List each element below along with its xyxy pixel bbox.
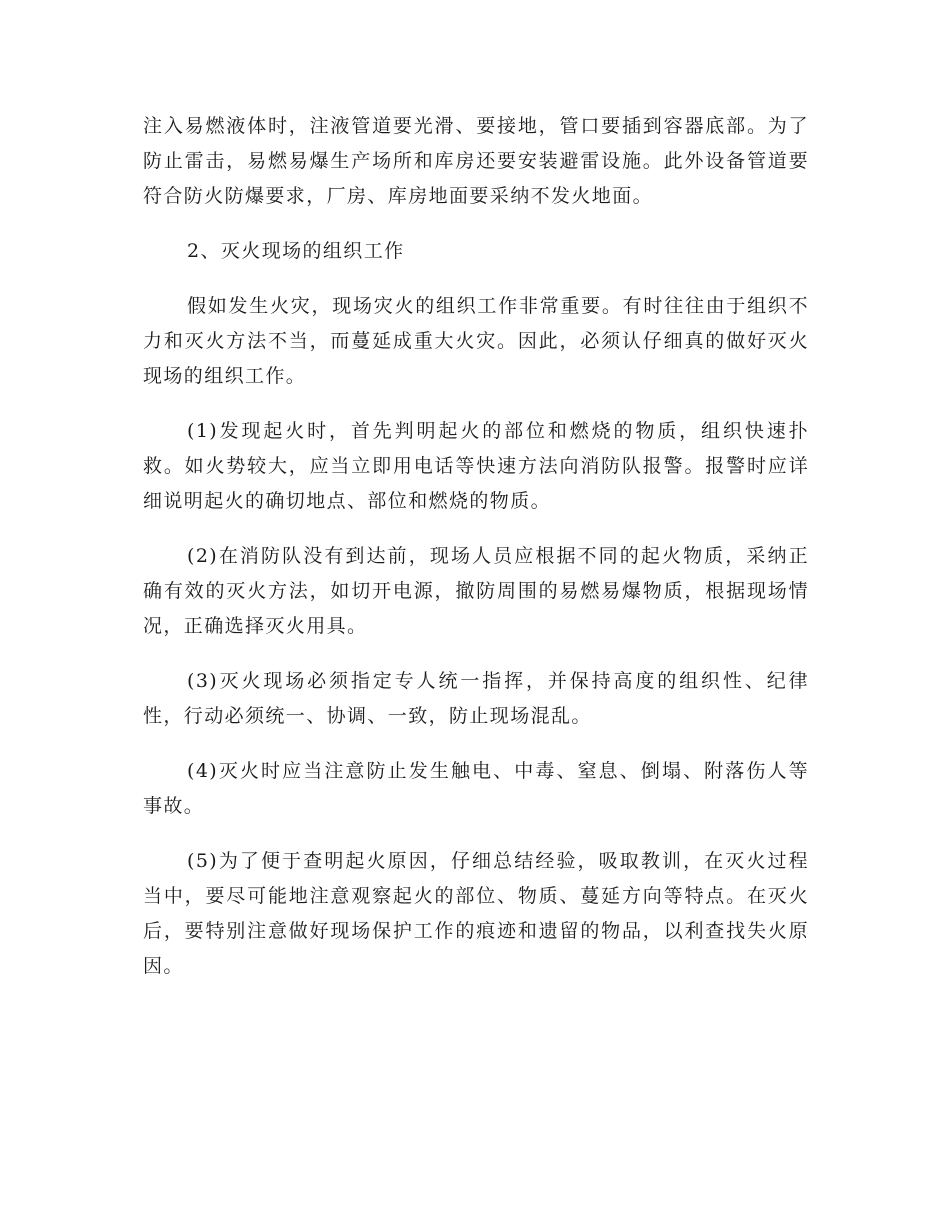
section-heading: 2、灭火现场的组织工作 [187,240,405,262]
paragraph-item-2: (2)在消防队没有到达前，现场人员应根据不同的起火物质，采纳正确有效的灭火方法，如切开电源，撤防周围的易燃易爆物质，根据现场情况，正确选择灭火用具。 [143,545,809,637]
paragraph-item-3: (3)灭火现场必须指定专人统一指挥，并保持高度的组织性、纪律性，行动必须统一、协调、一致，防止现场混乱。 [143,670,809,727]
paragraph-item-5: (5)为了便于查明起火原因，仔细总结经验，吸取教训，在灭火过程当中，要尽可能地注意观察起火的部位、物质、蔓延方向等特点。在灭火后，要特别注意做好现场保护工作的痕迹和遗留的物品，以利查找失火原因。 [143,850,809,977]
document-body [143,109,809,1004]
paragraph-item-4: (4)灭火时应当注意防止发生触电、中毒、窒息、倒塌、附落伤人等事故。 [143,760,809,817]
paragraph-intro: 注入易燃液体时，注液管道要光滑、要接地，管口要插到容器底部。为了防止雷击，易燃易爆生产场所和库房还要安装避雷设施。此外设备管道要符合防火防爆要求，厂房、库房地面要采纳不发火地面。 [143,115,809,207]
paragraph-item-1: (1)发现起火时，首先判明起火的部位和燃烧的物质，组织快速扑救。如火势较大，应当立即用电话等快速方法向消防队报警。报警时应详细说明起火的确切地点、部位和燃烧的物质。 [143,420,809,512]
paragraph-overview: 假如发生火灾，现场灾火的组织工作非常重要。有时往往由于组织不力和灭火方法不当，而蔓延成重大火灾。因此，必须认仔细真的做好灭火现场的组织工作。 [143,295,809,387]
